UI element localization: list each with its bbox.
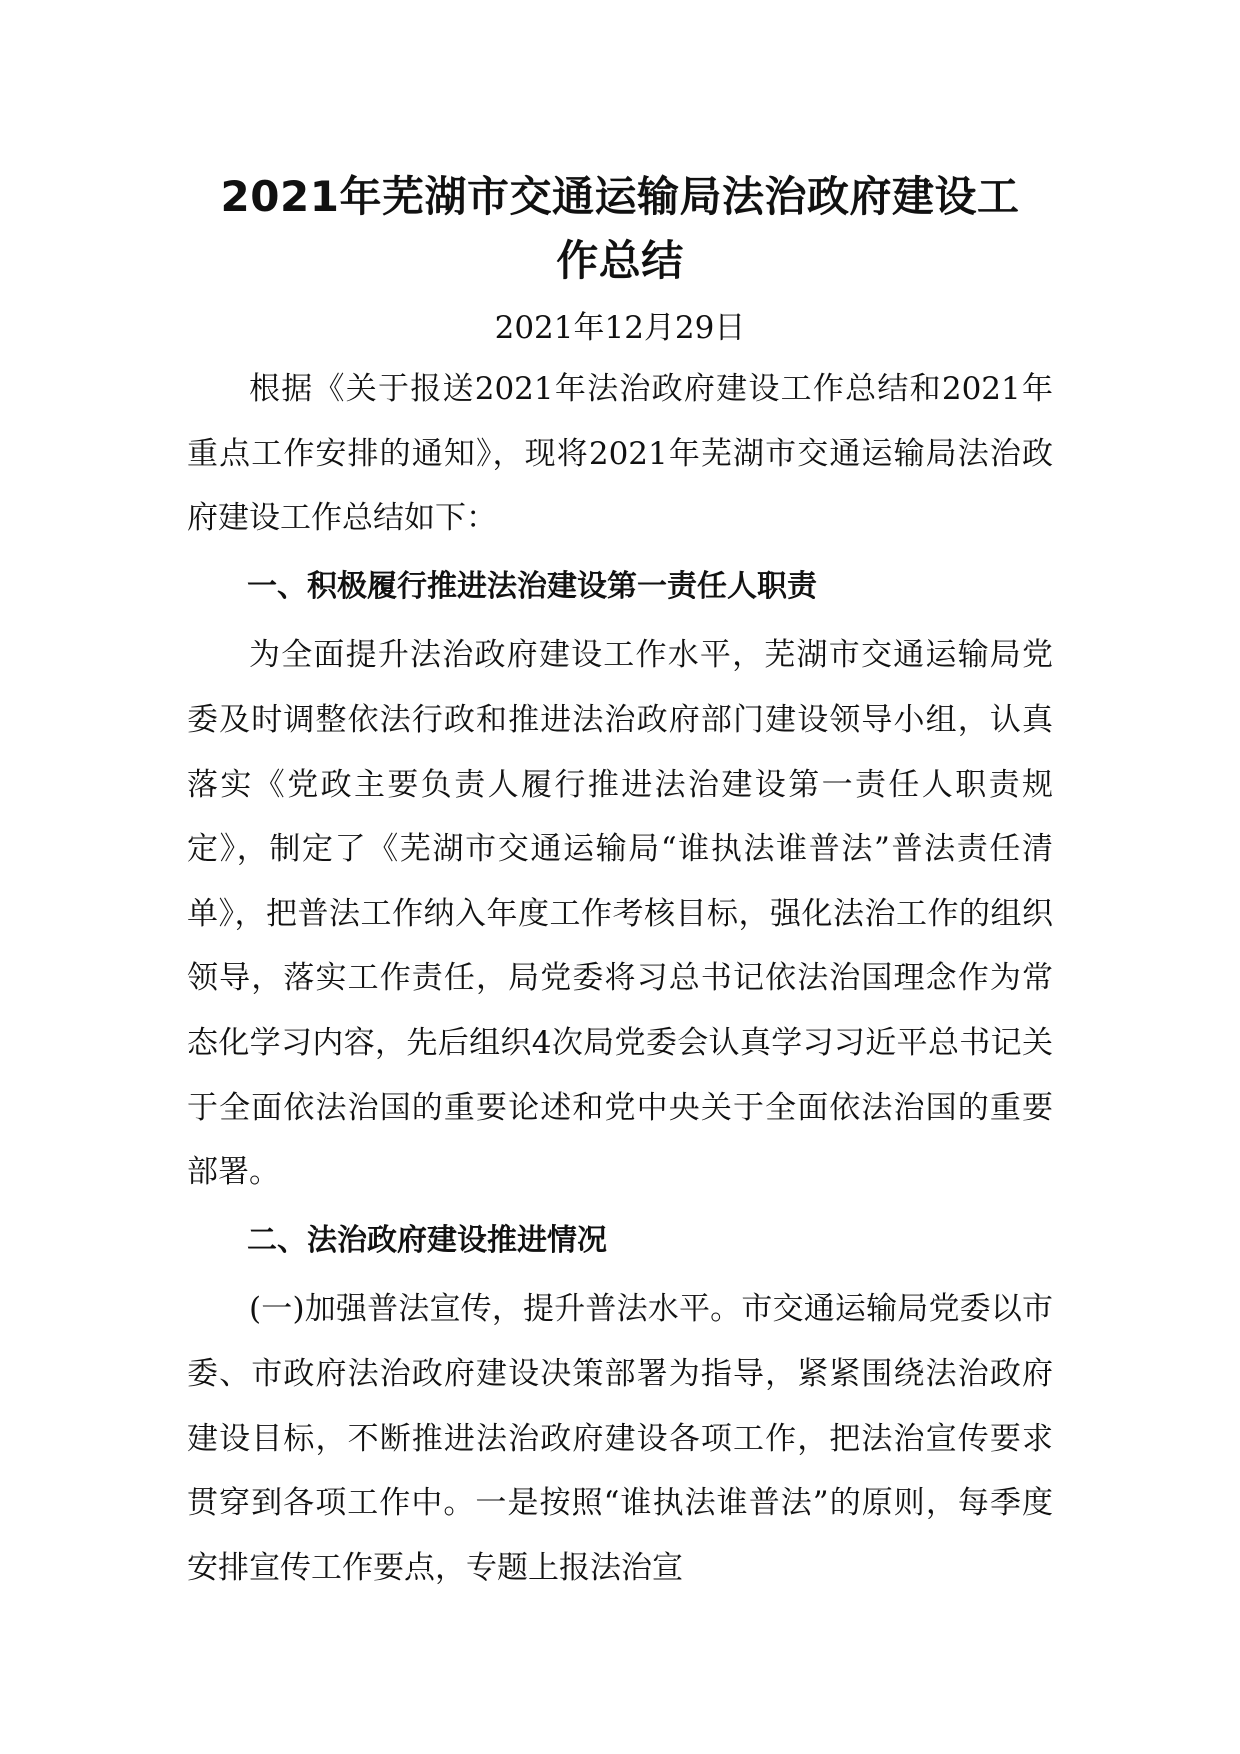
title-line-1: 2021年芜湖市交通运输局法治政府建设工 [220, 172, 1020, 221]
document-content [187, 165, 1053, 1600]
section-1-heading: 一、积极履行推进法治建设第一责任人职责 [247, 568, 817, 604]
title-line-2: 作总结 [556, 236, 684, 285]
section-1-paragraph: 为全面提升法治政府建设工作水平，芜湖市交通运输局党委及时调整依法行政和推进法治政府部门建设领导小组，认真落实《党政主要负责人履行推进法治建设第一责任人职责规定》，制定了《芜湖市交通运输局“谁执法谁普法”普法责任清单》，把普法工作纳入年度工作考核目标，强化法治工作的组织领导，落实工作责任，局党委将习总书记依法治国理念作为常态化学习内容，先后组织4次局党委会认真学习习近平总书记关于全面依法治国的重要论述和党中央关于全面依法治国的重要部署。 [187, 637, 1053, 1191]
section-2-heading: 二、法治政府建设推进情况 [247, 1222, 607, 1258]
document-date: 2021年12月29日 [494, 310, 746, 346]
intro-paragraph: 根据《关于报送2021年法治政府建设工作总结和2021年重点工作安排的通知》，现将2021年芜湖市交通运输局法治政府建设工作总结如下： [187, 371, 1053, 537]
section-2-paragraph: (一)加强普法宣传，提升普法水平。市交通运输局党委以市委、市政府法治政府建设决策部署为指导，紧紧围绕法治政府建设目标，不断推进法治政府建设各项工作，把法治宣传要求贯穿到各项工作中。一是按照“谁执法谁普法”的原则，每季度安排宣传工作要点，专题上报法治宣 [187, 1291, 1053, 1586]
document-title [187, 165, 1053, 293]
